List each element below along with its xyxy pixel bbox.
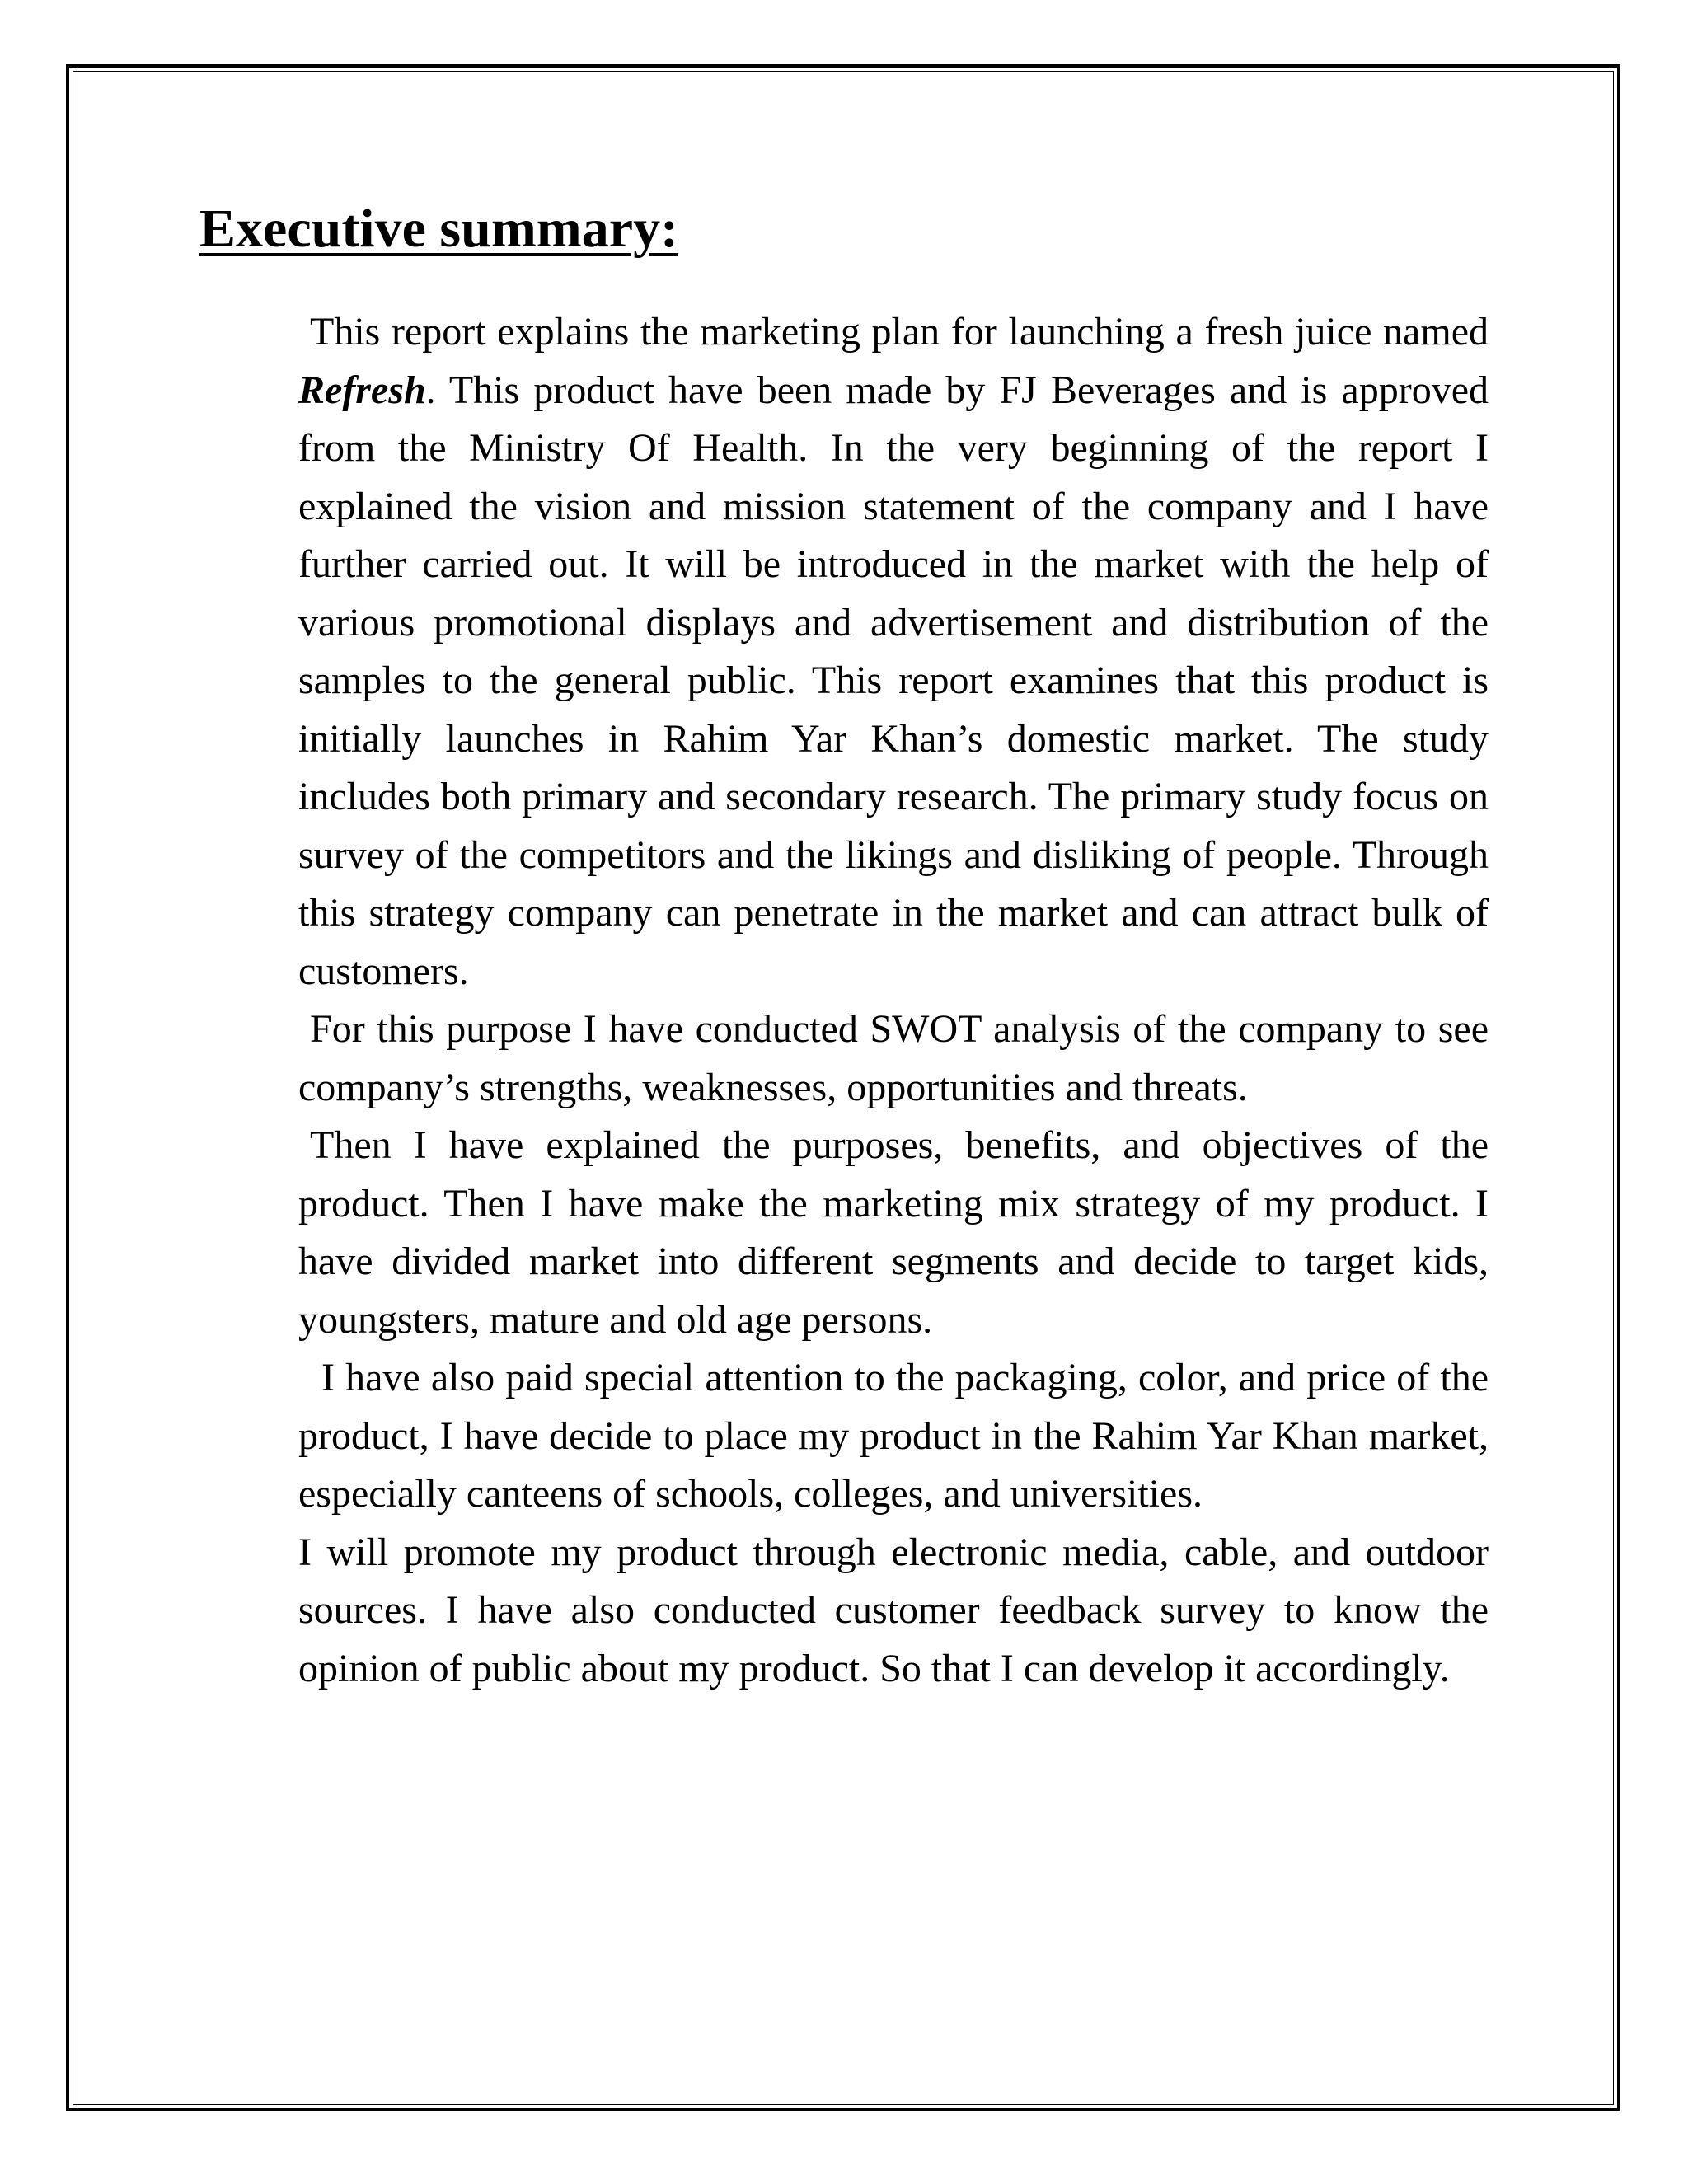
paragraph-intro — [298, 303, 1489, 1001]
paragraph-objectives-text: Then I have explained the purposes, benefits, and objectives of the product. Then I have make the marketing mix strategy of my product. I have divided market into different segments and decide to target kids, youngsters, mature and old age persons. — [298, 1123, 1489, 1342]
paragraph-objectives — [298, 1117, 1489, 1349]
product-name: Refresh — [298, 368, 426, 412]
paragraph-packaging — [298, 1349, 1489, 1524]
body-text — [298, 303, 1489, 1698]
paragraph-swot — [298, 1001, 1489, 1117]
paragraph-packaging-text: I have also paid special attention to the packaging, color, and price of the product, I have decide to place my product in the Rahim Yar Khan market, especially canteens of schools, colleges, and universities. — [298, 1356, 1489, 1516]
paragraph-intro-lead: This report explains the marketing plan for launching a fresh juice named — [310, 310, 1489, 354]
paragraph-swot-text: For this purpose I have conducted SWOT analysis of the company to see company’s strengths, weaknesses, opportunities and threats. — [298, 1007, 1489, 1109]
paragraph-intro-rest: . This product have been made by FJ Beverages and is approved from the Ministry Of Health. In the very beginning of the report I explained the vision and mission statement of the company and I have further carried out. It will be introduced in the market with the help of various promotional displays and advertisement and distribution of the samples to the general public. This report examines that this product is initially launches in Rahim Yar Khan’s domestic market. The study includes both primary and secondary research. The primary study focus on survey of the competitors and the likings and disliking of people. Through this strategy company can penetrate in the market and can attract bulk of customers. — [298, 368, 1489, 993]
section-heading: Executive summary: — [199, 199, 679, 259]
paragraph-promotion — [298, 1524, 1489, 1699]
paragraph-promotion-text: I will promote my product through electronic media, cable, and outdoor sources. I have also conducted customer feedback survey to know the opinion of public about my product. So that I can develop it accordingly. — [298, 1530, 1489, 1690]
